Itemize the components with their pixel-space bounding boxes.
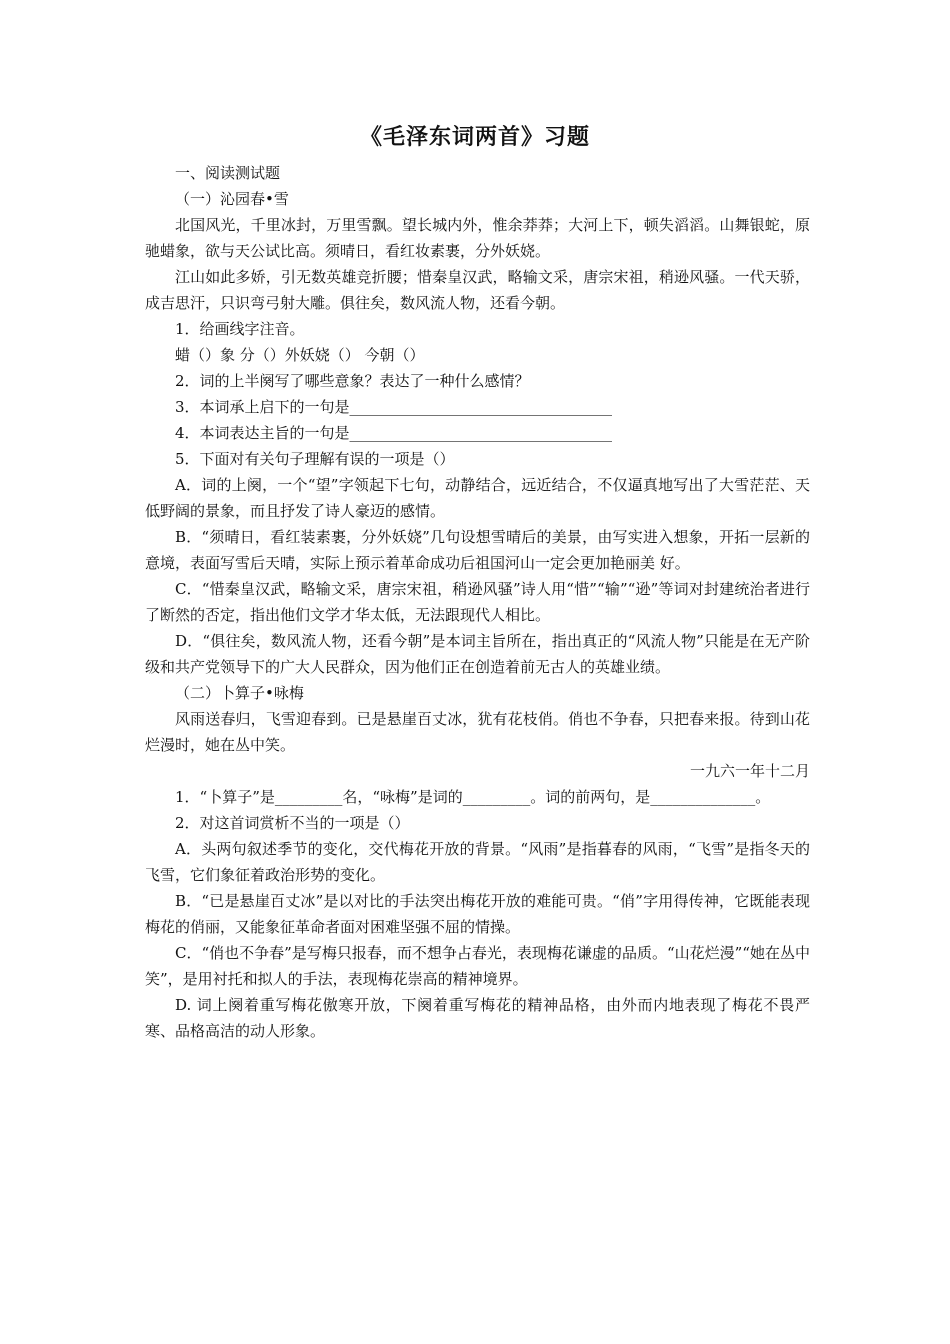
option: A．词的上阕，一个“望”字领起下七句，动静结合，远近结合，不仅逼真地写出了大雪茫茫、天低野阔的景象，而且抒发了诗人豪迈的感情。 xyxy=(145,476,810,520)
section-heading: 一、阅读测试题 xyxy=(175,164,281,182)
question: 2．词的上半阕写了哪些意象？表达了一种什么感情？ xyxy=(175,372,530,390)
poem-paragraph: 北国风光，千里冰封，万里雪飘。望长城内外，惟余莽莽；大河上下，顿失滔滔。山舞银蛇，原驰蜡象，欲与天公试比高。须晴日，看红妆素裹，分外妖娆。 xyxy=(145,216,810,260)
poem-paragraph: 江山如此多娇，引无数英雄竞折腰；惜秦皇汉武，略输文采，唐宗宋祖，稍逊风骚。一代天骄，成吉思汗，只识弯弓射大雕。俱往矣，数风流人物，还看今朝。 xyxy=(145,268,810,312)
option: D. 词上阕着重写梅花傲寒开放，下阕着重写梅花的精神品格，由外而内地表现了梅花不畏严寒、品格高洁的动人形象。 xyxy=(145,996,810,1040)
question: 2．对这首词赏析不当的一项是（） xyxy=(175,814,410,832)
page-title: 《毛泽东词两首》习题 xyxy=(359,124,590,150)
poem-date: 一九六一年十二月 xyxy=(689,762,810,780)
poem-paragraph: 风雨送春归，飞雪迎春到。已是悬崖百丈冰，犹有花枝俏。俏也不争春，只把春来报。待到山花烂漫时，她在丛中笑。 xyxy=(145,710,810,754)
question: 1．给画线字注音。 xyxy=(175,320,305,338)
subsection-heading: （二）卜算子•咏梅 xyxy=(175,684,304,702)
question: 4．本词表达主旨的一句是___________________________________ xyxy=(175,424,613,442)
subsection-heading: （一）沁园春•雪 xyxy=(175,190,289,208)
question: 1．“卜算子”是_________名，“咏梅”是词的_________。词的前两句，是______________。 xyxy=(175,788,771,806)
question-detail: 蜡（）象 分（）外妖娆（） 今朝（） xyxy=(175,346,425,364)
option: B．“已是悬崖百丈冰”是以对比的手法突出梅花开放的难能可贵。“俏”字用得传神，它既能表现梅花的俏丽，又能象征革命者面对困难坚强不屈的情操。 xyxy=(145,892,810,936)
question: 3．本词承上启下的一句是___________________________________ xyxy=(175,398,613,416)
question: 5．下面对有关句子理解有误的一项是（） xyxy=(175,450,455,468)
option: C．“惜秦皇汉武，略输文采，唐宗宋祖，稍逊风骚”诗人用“惜”“输”“逊”等词对封建统治者进行了断然的否定，指出他们文学才华太低，无法跟现代人相比。 xyxy=(145,580,810,624)
option: C．“俏也不争春”是写梅只报春，而不想争占春光，表现梅花谦虚的品质。“山花烂漫”“她在丛中笑”，是用衬托和拟人的手法，表现梅花崇高的精神境界。 xyxy=(145,944,810,988)
document-body xyxy=(145,160,810,1044)
option: A．头两句叙述季节的变化，交代梅花开放的背景。“风雨”是指暮春的风雨，“飞雪”是指冬天的飞雪，它们象征着政治形势的变化。 xyxy=(145,840,810,884)
option: B．“须晴日，看红装素裹，分外妖娆”几句设想雪晴后的美景，由写实进入想象，开拓一层新的意境，表面写雪后天晴，实际上预示着革命成功后祖国河山一定会更加艳丽美 好。 xyxy=(145,528,810,572)
option: D．“俱往矣，数风流人物，还看今朝”是本词主旨所在，指出真正的“风流人物”只能是在无产阶级和共产党领导下的广大人民群众，因为他们正在创造着前无古人的英雄业绩。 xyxy=(145,632,810,676)
